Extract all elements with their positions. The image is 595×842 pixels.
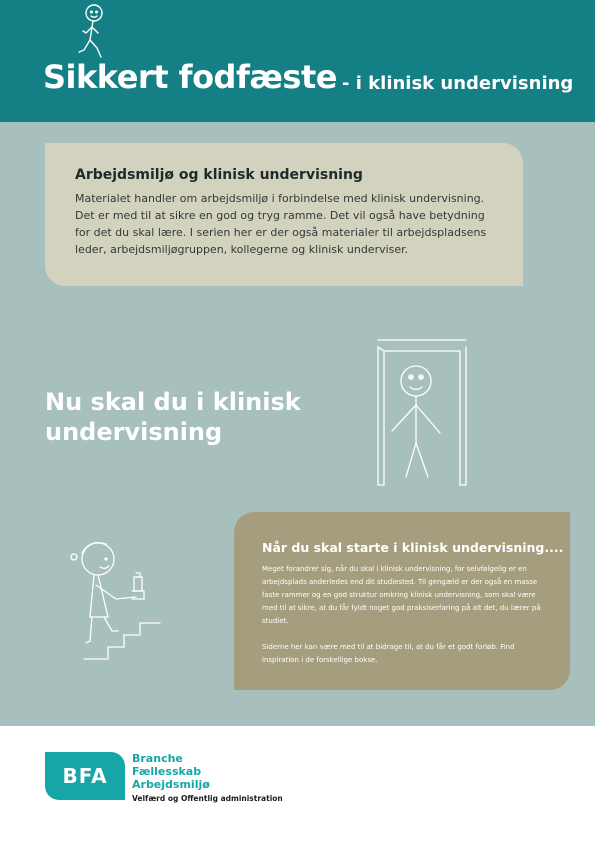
header-banner [0,0,595,122]
footer-tagline: Velfærd og Offentlig administration [132,794,283,803]
start-box [234,512,570,690]
stick-figure-in-doorway-icon [370,335,475,490]
footer-organization [132,752,283,803]
footer-line-3: Arbejdsmiljø [132,778,210,791]
footer-line-2: Fællesskab [132,765,202,778]
footer-line-1: Branche [132,752,183,765]
intro-text: Materialet handler om arbejdsmiljø i forbindelse med klinisk undervisning. Det er med til at sikre en god og tryg ramme. Det vil også have betydning for det du skal lære. I serien her er der også materialer til arbejdspladsens leder, arbejdsmiljøgruppen, kollegerne og klinisk underviser. [75,192,487,256]
start-heading: Når du skal starte i klinisk undervisning.... [262,540,564,555]
bfa-logo-text: BFA [62,764,108,788]
start-paragraph-1: Meget forandrer sig, når du skal i klinisk undervisning, for selvfølgelig er en arbejdsplads anderledes end dit studiested. Til gengæld er der også en masse faste rammer og en god struktur omkring klinisk undervisning, som skal være med til at sikre, at du får fyldt noget god praksiserfaring på alt det, du lærer på studiet. [262,565,541,625]
walking-stick-figure-icon [70,2,120,64]
main-heading: Nu skal du i klinisk undervisning [45,388,301,446]
intro-box [45,143,523,286]
stick-figure-climbing-stairs-icon [62,535,172,665]
page-subtitle: - i klinisk undervisning [342,73,574,94]
page-title: Sikkert fodfæste [43,58,337,96]
start-paragraph-2: Siderne her kan være med til at bidrage til, at du får et godt forløb. Find inspiration i de forskellige bokse. [262,643,515,664]
bfa-logo [45,752,125,800]
intro-heading: Arbejdsmiljø og klinisk undervisning [75,167,363,183]
